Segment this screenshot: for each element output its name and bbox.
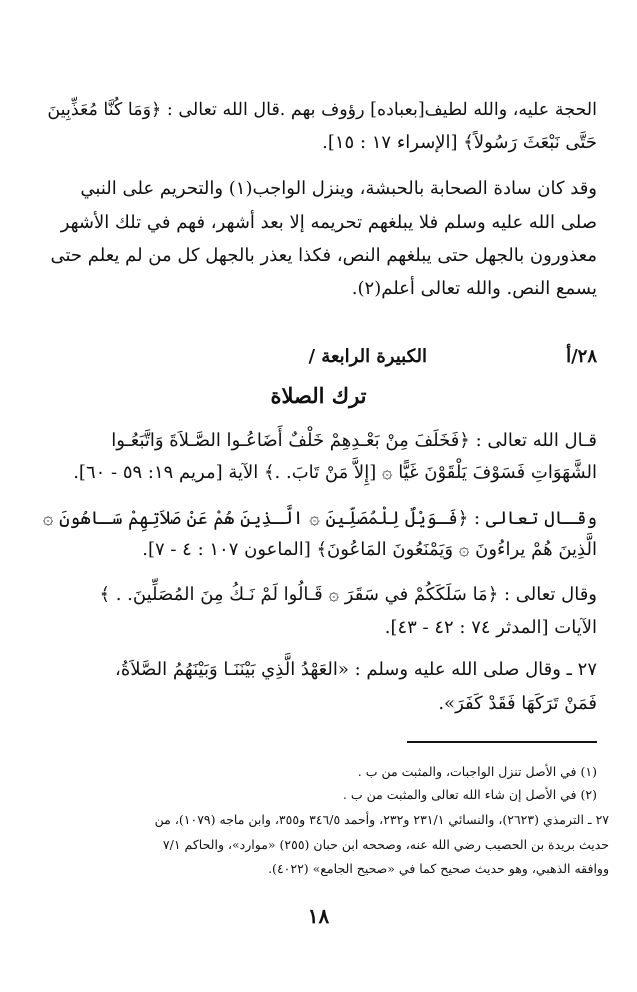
- page-number: ١٨: [307, 904, 330, 928]
- verse-line: قـال الله تعالى : ﴿فَخَلَفَ مِنْ بَعْـدِهِمْ خَلْفٌ أَضَاعُـوا الصَّـلاَةَ وَاتَّبَعُـوا: [111, 430, 597, 451]
- paragraph-line: يسمع النص. والله تعالى أعلم(٢).: [351, 278, 597, 299]
- verse-line: الَّذِينَ هُمْ يراءُونَ ۞ وَيَمْنَعُونَ المَاعُونَ﴾ [الماعون ١٠٧ : ٤ - ٧].: [142, 539, 597, 560]
- paragraph-line: صلى الله عليه وسلم فلا يبلغهم تحريمه إلا بعد أشهر، فهم في تلك الأشهر: [60, 212, 597, 233]
- verse-line: الشَّهَوَاتِ فَسَوْفَ يَلْقَوْنَ غَيًّا ۞ [إِلاَّ مَنْ تَابَ. .﴾ الآية [مريم ١٩: ٥٩ - ٦٠].: [73, 462, 597, 483]
- footnote: (٢) في الأصل إن شاء الله تعالى والمثبت من ب .: [342, 787, 597, 802]
- verse-line: وقـال تعالى : ﴿فَـوَيْلٌ لِلْمُصَلِّينَ ۞ الَّـذِينَ هُمْ عَنْ صَلاَتِهِمْ سَـاهُونَ ۞: [42, 508, 597, 529]
- hadith-line: ٢٧ ـ وقال صلى الله عليه وسلم : «العَهْدُ الَّذِي بَيْنَنَـا وَبَيْنَهُمُ الصَّلاَةُ،: [115, 659, 597, 680]
- paragraph-line: وقد كان سادة الصحابة بالحبشة، وينزل الواجب(١) والتحريم على النبي: [80, 178, 597, 199]
- footnote-reference: ووافقه الذهبي، وهو حديث صحيح كما في «صحيح الجامع» (٤٠٢٢).: [268, 861, 609, 876]
- verse-line: وقال تعالى : ﴿مَا سَلَكَكُمْ في سَقَرَ ۞ قَـالُوا لَمْ نَـكُ مِنَ المُصَلِّينَ. . ﴾: [99, 584, 597, 605]
- footnote-reference: حديث بريدة بن الحصيب رضي الله عنه، وصححه ابن حبان (٢٥٥) «موارد»، والحاكم ٧/١: [162, 837, 609, 852]
- footnote: (١) في الأصل تنزل الواجبات، والمثبت من ب .: [357, 764, 597, 779]
- verse-line: الآيات [المدثر ٧٤ : ٤٢ - ٤٣].: [384, 617, 597, 638]
- footnote-reference: ٢٧ ـ الترمذي (٢٦٢٣)، والنسائي ٢٣١/١ و٢٣٢، وأحمد ٣٤٦/٥ و٣٥٥، وابن ماجه (١٠٧٩)، من: [154, 812, 609, 827]
- manuscript-page-ref: ٢٨/أ: [566, 346, 597, 367]
- chapter-title: ترك الصلاة: [270, 383, 367, 408]
- paragraph-line: معذورون بالجهل حتى يبلغهم النص، فكذا يعذر بالجهل كل من لم يعلم حتى: [50, 245, 597, 266]
- paragraph-line: الحجة عليه، والله لطيف[بعباده] رؤوف بهم .قال الله تعالى : ﴿وَمَا كُنَّا مُعَذِّبِينَ: [47, 100, 597, 120]
- section-heading: الكبيرة الرابعة /: [308, 346, 427, 367]
- paragraph-line: حَتَّى نَبْعَثَ رَسُولاً﴾ [الإسراء ١٧ : ١٥].: [322, 132, 597, 153]
- footnote-divider: [407, 741, 597, 743]
- hadith-line: فَمَنْ تَرَكَهَا فَقَدْ كَفَرَ».: [438, 693, 597, 714]
